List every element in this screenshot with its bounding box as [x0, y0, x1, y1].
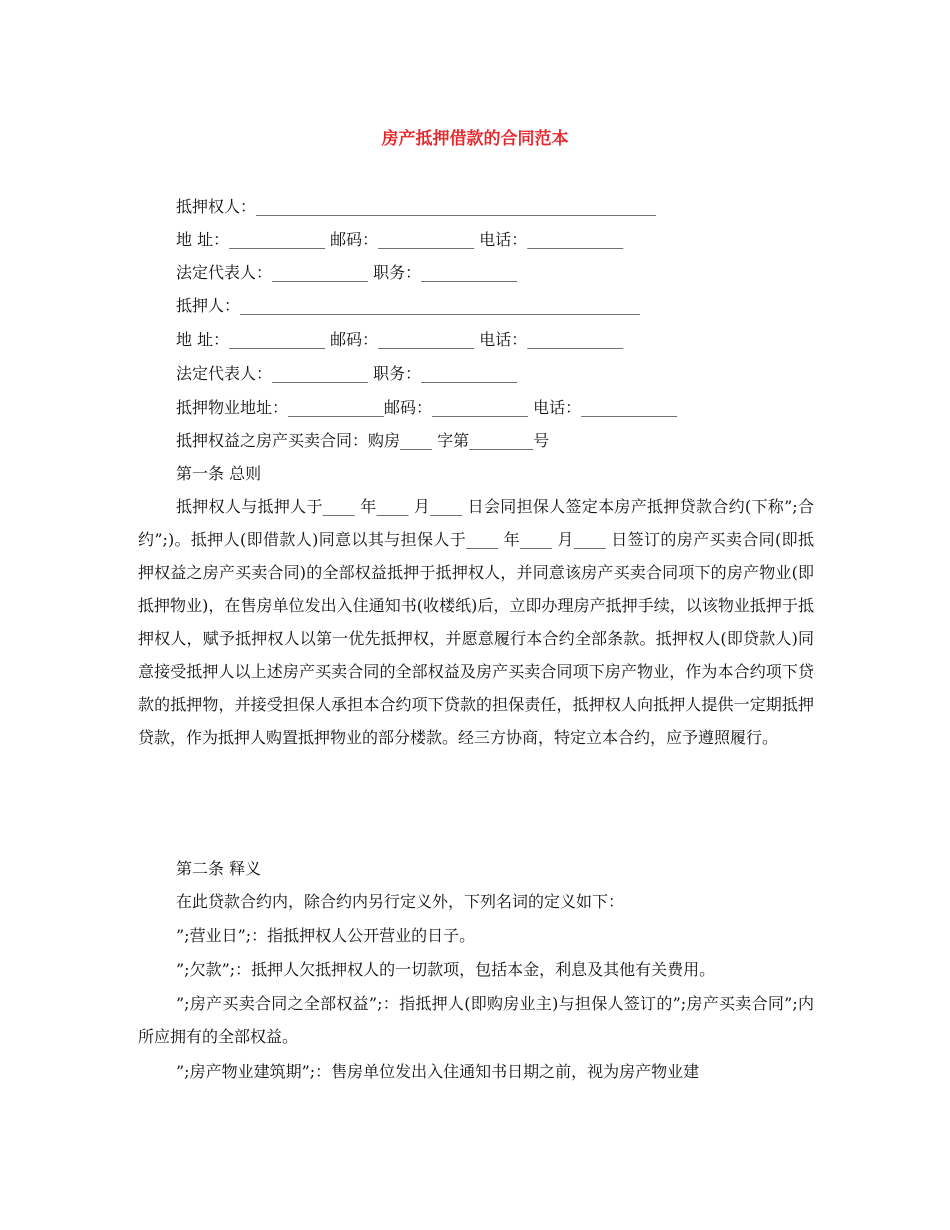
- article1-heading: 第一条 总则: [176, 464, 262, 483]
- article2-intro: 在此贷款合约内，除合约内另行定义外，下列名词的定义如下：: [176, 892, 625, 911]
- mortgagor-representative-field: 法定代表人：____________ 职务：____________: [176, 364, 518, 383]
- definition-business-day: ”;营业日”;：指抵押权人公开营业的日子。: [176, 926, 476, 945]
- document-title: 房产抵押借款的合同范本: [381, 129, 569, 149]
- mortgagor-address-field: 地 址：____________ 邮码：____________ 电话：____________: [176, 330, 624, 349]
- property-address-field: 抵押物业地址：____________邮码：____________ 电话：____________: [176, 398, 678, 417]
- article2-heading: 第二条 释义: [176, 859, 262, 878]
- mortgagee-address-field: 地 址：____________ 邮码：____________ 电话：____________: [176, 230, 624, 249]
- purchase-contract-field: 抵押权益之房产买卖合同：购房____ 字第________号: [176, 431, 550, 450]
- definition-debt: ”;欠款”;：抵押人欠抵押权人的一切款项，包括本金，利息及其他有关费用。: [176, 960, 716, 979]
- mortgagee-field: 抵押权人：__________________________________________________: [176, 197, 657, 216]
- article1-body: 抵押权人与抵押人于____ 年____ 月____ 日会同担保人签定本房产抵押贷款合约(下称”;合约”;)。抵押人(即借款人)同意以其与担保人于____ 年____ 月____ 日签订的房产买卖合同(即抵押权益之房产买卖合同)的全部权益抵押于抵押权人，并同意该房产买卖合同项下的房产物业(即抵押物业)，在售房单位发出入住通知书(收楼纸)后，立即办理房产抵押手续，以该物业抵押于抵押权人，赋予抵押权人以第一优先抵押权，并愿意履行本合约全部条款。抵押权人(即贷款人)同意接受抵押人以上述房产买卖合同的全部权益及房产买卖合同项下房产物业，作为本合约项下贷款的抵押物，并接受担保人承担本合约项下贷款的担保责任，抵押权人向抵押人提供一定期抵押贷款，作为抵押人购置抵押物业的部分楼款。经三方协商，特定立本合约，应予遵照履行。: [138, 497, 814, 747]
- definition-construction-period: ”;房产物业建筑期”;：售房单位发出入住通知书日期之前，视为房产物业建: [176, 1062, 700, 1081]
- mortgagee-representative-field: 法定代表人：____________ 职务：____________: [176, 263, 518, 282]
- mortgagor-field: 抵押人：__________________________________________________: [176, 296, 641, 315]
- definition-contract-rights: ”;房产买卖合同之全部权益”;：指抵押人(即购房业主)与担保人签订的”;房产买卖合同”;内所应拥有的全部权益。: [138, 994, 814, 1046]
